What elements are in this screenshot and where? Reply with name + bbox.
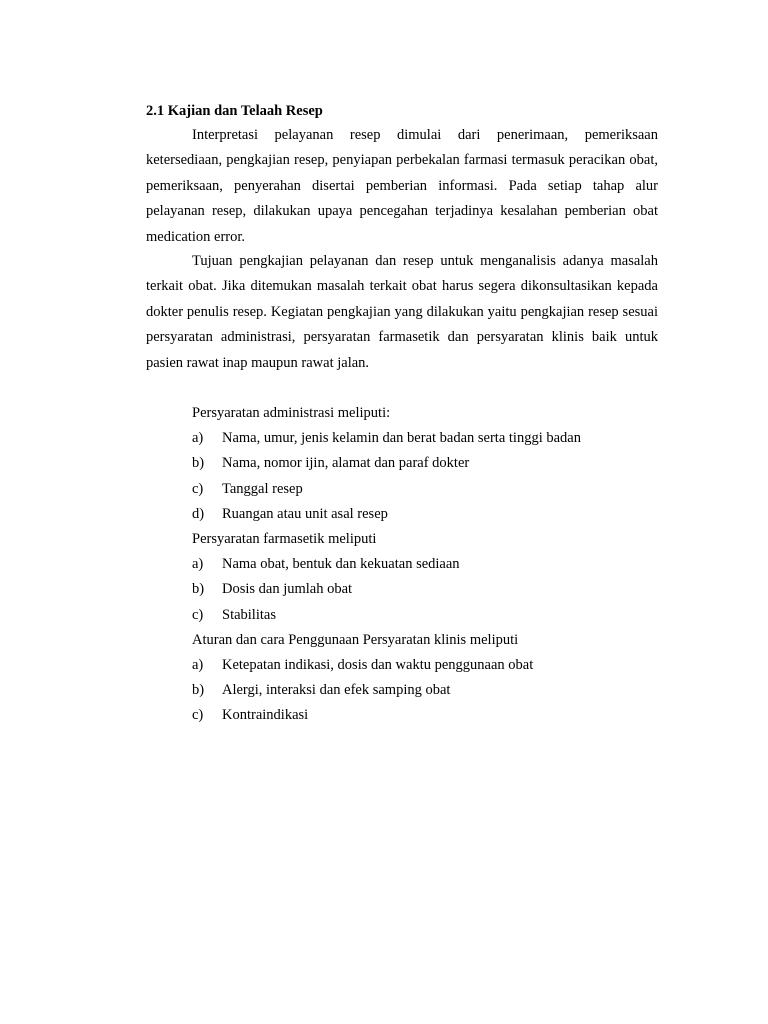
list-item-text: Dosis dan jumlah obat [222,581,353,598]
list-item-text: Nama, nomor ijin, alamat dan paraf dokter [222,455,470,472]
list-item [146,577,666,602]
list-item [146,451,666,476]
list-marker: c) [192,707,204,724]
section-title-administrasi: Persyaratan administrasi meliputi: [192,405,391,421]
section-heading: 2.1 Kajian dan Telaah Resep [146,103,323,119]
list-marker: b) [192,682,205,699]
paragraph-tujuan: Tujuan pengkajian pelayanan dan resep untuk menganalisis adanya masalah terkait obat. Jika ditemukan masalah terkait obat harus segera dikonsultasikan kepada dokter penulis resep. Kegiatan pengkajian yang dilakukan yaitu pengkajian resep sesuai persyaratan administrasi, persyaratan farmasetik dan persyaratan klinis baik untuk pasien rawat inap maupun rawat jalan. [146,253,658,371]
requirements-list [146,401,666,729]
list-item-text: Tanggal resep [222,480,303,497]
list-marker: c) [192,606,204,623]
list-marker: b) [192,455,205,472]
list-item-text: Nama obat, bentuk dan kekuatan sediaan [222,556,460,573]
list-item [146,653,666,678]
list-item [146,426,666,451]
list-marker: d) [192,505,205,522]
list-marker: a) [192,556,204,573]
list-marker: c) [192,480,204,497]
list-item [146,603,666,628]
list-item-text: Kontraindikasi [222,707,309,724]
section-title-farmasetik: Persyaratan farmasetik meliputi [192,531,377,548]
list-item [146,477,666,502]
list-item-text: Stabilitas [222,606,276,623]
list-item [146,703,666,728]
list-item-text: Ruangan atau unit asal resep [222,505,388,522]
list-item [146,552,666,577]
paragraph-interpretasi: Interpretasi pelayanan resep dimulai dari penerimaan, pemeriksaan ketersediaan, pengkajian resep, penyiapan perbekalan farmasi termasuk peracikan obat, pemeriksaan, penyerahan disertai pemberian informasi. Pada setiap tahap alur pelayanan resep, dilakukan upaya pencegahan terjadinya kesalahan pemberian obat medication error. [146,127,658,245]
list-item-text: Alergi, interaksi dan efek samping obat [222,682,451,699]
list-item [146,502,666,527]
list-marker: a) [192,430,204,447]
list-item [146,678,666,703]
list-marker: a) [192,657,204,674]
list-item-text: Ketepatan indikasi, dosis dan waktu penggunaan obat [222,657,534,674]
list-item-text: Nama, umur, jenis kelamin dan berat badan serta tinggi badan [222,430,581,447]
section-title-klinis: Aturan dan cara Penggunaan Persyaratan klinis meliputi [192,631,519,648]
list-marker: b) [192,581,205,598]
